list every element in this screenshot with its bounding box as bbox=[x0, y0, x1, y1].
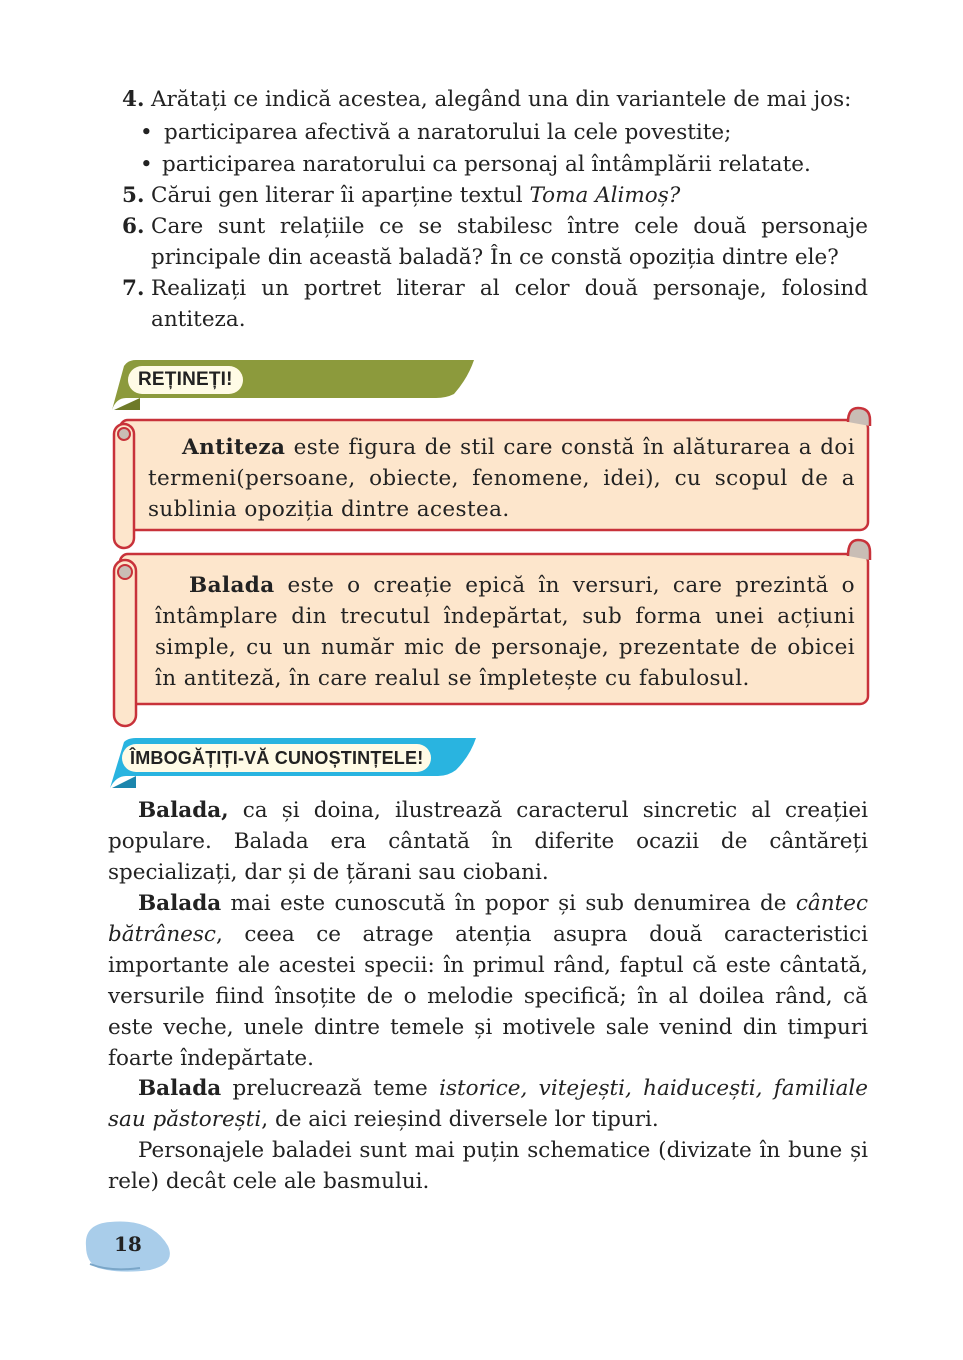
section-label: REȚINEȚI! bbox=[128, 366, 243, 394]
paragraph-text: , ceea ce atrage atenția asupra două caracteristici importante ale acestei specii: în primul rând, faptul că este cântată, versurile fiind însoțite de o melodie specifică; în al doilea rând, că este veche, unele dintre temele și motivele sale venind din timpuri foarte îndepărtate. bbox=[108, 922, 868, 1071]
bullet-item bbox=[140, 117, 860, 148]
paragraph-text: mai este cunoscută în popor și sub denumirea de bbox=[221, 891, 796, 916]
bullet-dot: • bbox=[140, 120, 153, 145]
question-5 bbox=[122, 180, 868, 211]
page-number: 18 bbox=[114, 1232, 142, 1256]
definition-scroll-antiteza bbox=[108, 404, 872, 552]
question-text: Realizați un portret literar al celor două personaje, folosind antiteza. bbox=[151, 276, 868, 332]
paragraph-text: Personajele baladei sunt mai puțin schematice (divizate în bune și rele) decât cele ale basmului. bbox=[108, 1138, 868, 1194]
paragraph-2 bbox=[108, 888, 868, 1074]
bullet-text: participarea afectivă a naratorului la cele povestite; bbox=[164, 120, 732, 145]
page-number-badge bbox=[80, 1218, 174, 1272]
paragraph-4 bbox=[108, 1135, 868, 1197]
definition-text bbox=[148, 432, 855, 525]
italic-term: cântec bătrânesc bbox=[108, 891, 868, 947]
question-number: 7. bbox=[122, 276, 145, 301]
paragraph-text: prelucrează teme bbox=[221, 1076, 440, 1101]
paragraph-3 bbox=[108, 1073, 868, 1135]
definition-body: este o creație epică în versuri, care prezintă o întâmplare din trecutul îndepărtat, sub forma unei acțiuni simple, cu un număr mic de personaje, prezentate de obicei în antiteză, în care realul se împletește cu fabulosul. bbox=[155, 573, 855, 691]
work-title: Toma Alimoș? bbox=[529, 183, 681, 208]
paragraph-1 bbox=[108, 795, 868, 888]
definition-term: Balada bbox=[189, 573, 275, 598]
question-text: Arătați ce indică acestea, alegând una din variantele de mai jos: bbox=[151, 87, 852, 112]
question-text-part: Cărui gen literar îi aparține textul bbox=[151, 183, 530, 208]
question-number: 4. bbox=[122, 87, 145, 112]
paragraph-text: ca și doina, ilustrează caracterul sincretic al creației populare. Balada era cântată în diferite ocazii de cântăreți specializați, dar și de țărani sau ciobani. bbox=[108, 798, 868, 885]
question-number: 6. bbox=[122, 214, 145, 239]
section-label: ÎMBOGĂȚIȚI-VĂ CUNOȘTINȚELE! bbox=[122, 744, 431, 772]
definition-body: este figura de stil care constă în alăturarea a doi termeni(persoane, obiecte, fenomene, idei), cu scopul de a sublinia opoziția dintre acestea. bbox=[148, 435, 855, 522]
definition-term: Antiteza bbox=[182, 435, 286, 460]
question-7 bbox=[122, 273, 868, 335]
question-text bbox=[151, 180, 868, 211]
bullet-item bbox=[140, 149, 860, 180]
bullet-dot: • bbox=[140, 152, 153, 177]
italic-term: istorice, vitejești, haiducești, familiale sau păstorești bbox=[108, 1076, 868, 1132]
question-4 bbox=[122, 84, 868, 115]
question-6 bbox=[122, 211, 868, 273]
bold-term: Balada bbox=[138, 891, 222, 916]
definition-text bbox=[155, 570, 855, 694]
question-number: 5. bbox=[122, 183, 145, 208]
imbogatiti-banner bbox=[106, 736, 478, 792]
definition-scroll-balada bbox=[108, 536, 872, 728]
bullet-text: participarea naratorului ca personaj al întâmplării relatate. bbox=[162, 152, 811, 177]
bold-term: Balada, bbox=[138, 798, 229, 823]
question-text: Care sunt relațiile ce se stabilesc între cele două personaje principale din această baladă? În ce constă opoziția dintre ele? bbox=[151, 214, 868, 270]
paragraph-text: , de aici reieșind diversele lor tipuri. bbox=[261, 1107, 659, 1132]
bold-term: Balada bbox=[138, 1076, 222, 1101]
